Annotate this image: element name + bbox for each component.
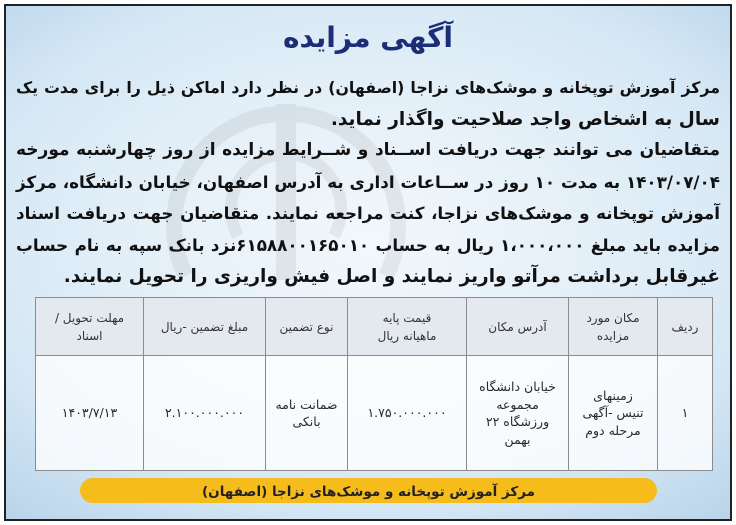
cell-text-line: مرحله دوم [585, 422, 641, 438]
header-place-address [467, 298, 569, 356]
header-row-number [658, 298, 713, 356]
header-label-line: مبلغ تضمین -ریال [160, 319, 249, 334]
body-line-6: مزایده باید مبلغ ۱،۰۰۰،۰۰۰ ریال به حساب ۶۱۵۸۸۰۰۱۶۵۰۱۰نزد بانک سپه به نام حساب [16, 234, 720, 255]
footer-banner [80, 478, 657, 503]
cell-base-price [348, 356, 467, 471]
table-row [36, 356, 713, 471]
cell-row-number [658, 356, 713, 471]
header-label-line: ردیف [671, 319, 699, 334]
body-line-5: آموزش توپخانه و موشک‌های نزاجا، کنت مراجعه نمایند. متقاضیان جهت دریافت اسناد [16, 203, 720, 223]
cell-guarantee-type [266, 356, 348, 471]
header-label-line: آدرس مکان [488, 319, 547, 334]
cell-text-line: زمینهای [593, 387, 633, 403]
header-deadline [36, 298, 144, 356]
header-label-line: قیمت پایه [382, 310, 432, 325]
body-line-2: سال به اشخاص واجد صلاحیت واگذار نماید. [330, 108, 720, 130]
header-label-line: ماهیانه ریال [377, 328, 437, 343]
cell-text-line: ۱.۷۵۰.۰۰۰.۰۰۰ [367, 405, 447, 421]
body-line-3: متقاضیان می توانند جهت دریافت اســناد و شــرایط مزایده از روز چهارشنبه مورخه [16, 140, 720, 160]
body-line-4: ۱۴۰۳/۰۷/۰۴ به مدت ۱۰ روز در ســاعات اداری به آدرس اصفهان، خیابان دانشگاه، مرکز [16, 171, 720, 192]
cell-place-address [467, 356, 569, 471]
notice-title: آگهی مزایده [282, 21, 453, 54]
cell-auction-place [569, 356, 658, 471]
header-label-line: مهلت تحویل / [54, 310, 125, 325]
cell-text-line: بهمن [504, 431, 531, 447]
table-header-row [36, 298, 713, 356]
cell-guarantee-amount [144, 356, 266, 471]
cell-text-line: ضمانت نامه [275, 396, 338, 412]
cell-text-line: ورزشگاه ۲۲ [485, 414, 550, 429]
cell-text-line: خیابان دانشگاه [479, 379, 556, 394]
cell-deadline [36, 356, 144, 471]
body-line-1: مرکز آموزش توپخانه و موشک‌های نزاجا (اصفهان) در نظر دارد اماکن ذیل را برای مدت یک [16, 78, 720, 97]
cell-text-line: ۲.۱۰۰.۰۰۰.۰۰۰ [164, 405, 245, 421]
header-guarantee-amount [144, 298, 266, 356]
header-auction-place [569, 298, 658, 356]
header-label-line: مزایده [596, 328, 630, 343]
auction-notice [4, 4, 732, 521]
auction-table [35, 297, 713, 471]
cell-text-line: مجموعه [496, 396, 539, 412]
header-guarantee-type [266, 298, 348, 356]
table-body [36, 356, 713, 471]
header-label-line: مکان مورد [586, 310, 640, 325]
cell-text-line: ۱۴۰۳/۷/۱۳ [61, 405, 118, 421]
cell-text-line: ۱ [681, 405, 689, 421]
notice-body [16, 72, 720, 293]
cell-text-line: تنیس -آگهی [582, 405, 644, 421]
body-line-7: غیرقابل برداشت مرآتو واریز نمایند و اصل فیش واریزی را تحویل نمایند. [63, 266, 720, 287]
header-base-price [348, 298, 467, 356]
cell-text-line: بانکی [292, 414, 321, 429]
header-label-line: اسناد [76, 328, 103, 343]
footer-text: مرکز آموزش توپخانه و موشک‌های نزاجا (اصفهان) [202, 484, 535, 500]
table-header [36, 298, 713, 356]
header-label-line: نوع تضمین [279, 319, 334, 334]
